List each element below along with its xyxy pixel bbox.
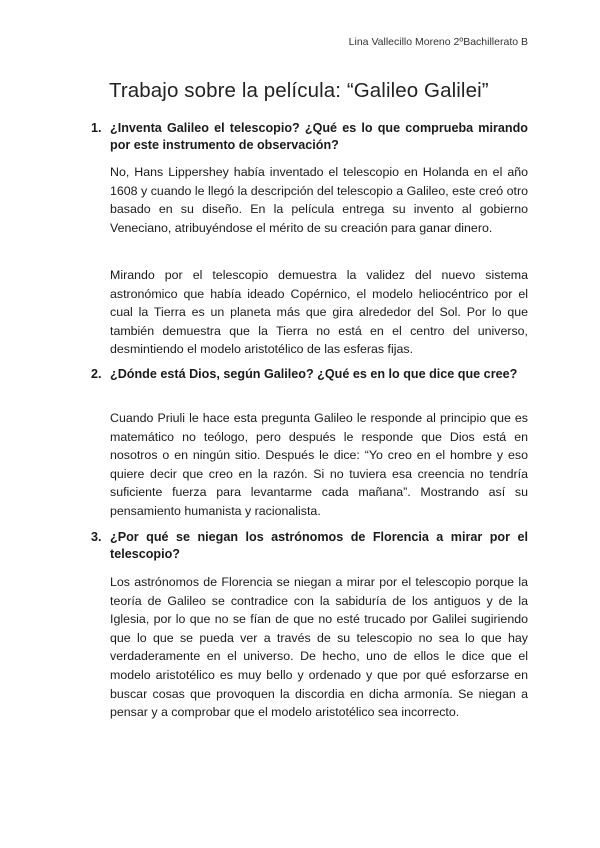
question-number: 3. bbox=[91, 530, 102, 544]
question-number: 2. bbox=[91, 367, 102, 381]
answer-paragraph: Mirando por el telescopio demuestra la validez del nuevo sistema astronómico que había ideado Copérnico, el modelo heliocéntrico por el cual la Tierra es un planeta más que gira alrededor del Sol. Por lo que también demuestra que la Tierra no está en el centro del universo, desmintiendo el modelo aristotélico de las esferas fijas. bbox=[110, 268, 528, 357]
question-text: ¿Por qué se niegan los astrónomos de Florencia a mirar por el telescopio? bbox=[110, 530, 528, 561]
question-3 bbox=[91, 529, 528, 563]
author-header: Lina Vallecillo Moreno 2ºBachillerato B bbox=[348, 36, 528, 48]
answer-paragraph: Los astrónomos de Florencia se niegan a mirar por el telescopio porque la teoría de Galileo se contradice con la sabiduría de los antiguos y de la Iglesia, por lo que no se fían de que no esté trucado por Galilei sugiriendo que lo que se pueda ver a través de su telescopio no sea lo que hay verdaderamente en el universo. De hecho, uno de ellos le dice que el modelo aristotélico es muy bello y ordenado y que por qué esforzarse en buscar cosas que provoquen la discordia en dicha armonía. Se niegan a pensar y a comprobar que el modelo aristotélico sea incorrecto. bbox=[110, 575, 528, 720]
answer-paragraph: Cuando Priuli le hace esta pregunta Galileo le responde al principio que es matemático no teólogo, pero después le responde que Dios está en nosotros o en ningún sitio. Después le dice: “Yo creo en el hombre y eso quiere decir que creo en la razón. Si no tuviera esa creencia no tendría suficiente fuerza para levantarme cada mañana”. Mostrando así su pensamiento humanista y racionalista. bbox=[110, 411, 528, 518]
question-1 bbox=[91, 120, 528, 154]
document-title: Trabajo sobre la película: “Galileo Galilei” bbox=[109, 79, 489, 102]
answer-paragraph: No, Hans Lippershey había inventado el telescopio en Holanda en el año 1608 y cuando le llegó la descripción del telescopio a Galileo, este creó otro basado en su diseño. En la película entrega su invento al gobierno Veneciano, atribuyéndose el mérito de su creación para ganar dinero. bbox=[110, 165, 528, 235]
question-2 bbox=[91, 366, 528, 383]
question-text: ¿Inventa Galileo el telescopio? ¿Qué es lo que comprueba mirando por este instrumento de observación? bbox=[110, 121, 528, 152]
question-text: ¿Dónde está Dios, según Galileo? ¿Qué es en lo que dice que cree? bbox=[110, 367, 518, 381]
question-number: 1. bbox=[91, 121, 102, 135]
